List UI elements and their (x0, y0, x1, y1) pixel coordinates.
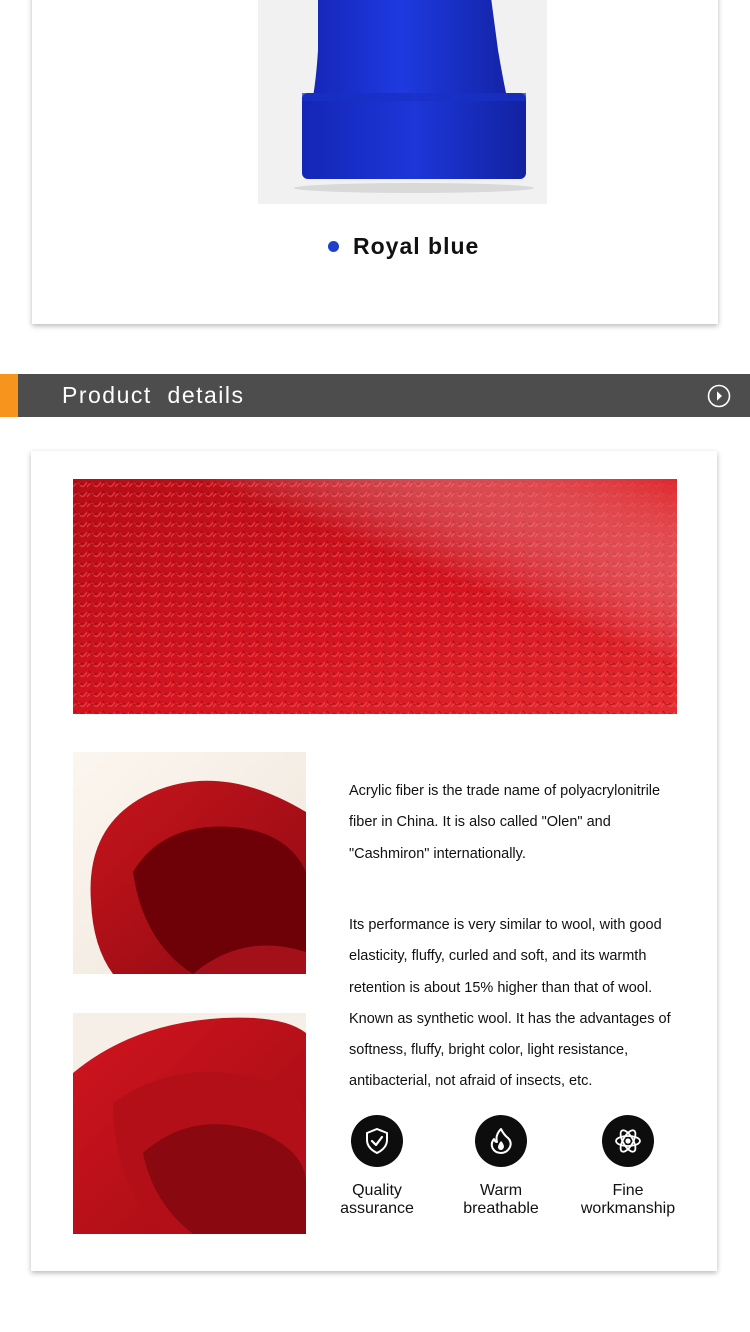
royal-blue-hat-image (258, 0, 547, 204)
feature-label-line2: assurance (340, 1200, 414, 1217)
product-details-card (31, 451, 717, 1271)
hat-folded-image (73, 1013, 306, 1234)
color-caption (328, 230, 479, 262)
banner-title: Product details (62, 382, 245, 408)
color-option-card (32, 0, 718, 324)
feature-label-line2: breathable (463, 1200, 539, 1217)
hat-cuff-image (73, 752, 306, 974)
color-name: Royal blue (353, 232, 480, 259)
circle-chevron-right-icon[interactable] (707, 384, 731, 408)
atom-icon (602, 1115, 654, 1167)
feature-warm-breathable (431, 1115, 571, 1218)
description-paragraph-1: Acrylic fiber is the trade name of polyacrylonitrile fiber in China. It is also called "Olen" and "Cashmiron" internationally. (349, 783, 661, 862)
feature-label-line1: Warm (479, 1182, 523, 1199)
feature-label-line1: Quality (352, 1182, 402, 1199)
banner-accent-bar (0, 374, 18, 417)
shield-check-icon (351, 1115, 403, 1167)
color-swatch-dot (328, 241, 339, 252)
product-details-banner (0, 374, 750, 417)
feature-fine-workmanship (558, 1115, 698, 1218)
description-paragraph-2: Its performance is very similar to wool, with good elasticity, fluffy, curled and soft, and its warmth retention is about 15% higher than that of wool. Known as synthetic wool. It has the advantages of softness, fluffy, bright color, light resistance, antibacterial, not afraid of insects, etc. (349, 917, 671, 1090)
feature-quality-assurance (307, 1115, 447, 1218)
feature-label-line1: Fine (612, 1182, 644, 1199)
flame-icon (475, 1115, 527, 1167)
feature-label-line2: workmanship (580, 1200, 676, 1217)
fabric-closeup-image (73, 479, 677, 714)
